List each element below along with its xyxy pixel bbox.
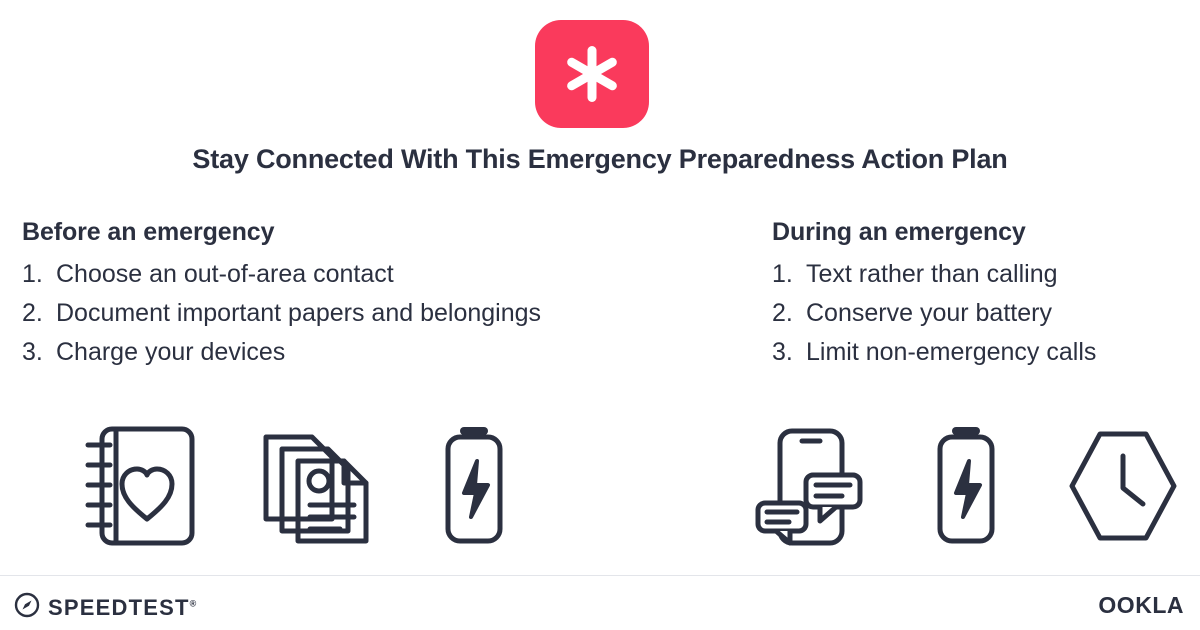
footer-divider <box>0 575 1200 576</box>
list-item-number: 3. <box>22 338 43 366</box>
speedtest-logo <box>14 592 196 623</box>
list-item <box>772 294 1192 333</box>
list-item-label: Conserve your battery <box>806 299 1052 327</box>
asterisk-icon <box>561 43 623 105</box>
column-heading-before: Before an emergency <box>22 218 275 246</box>
hexagon-clock-icon <box>1064 418 1182 553</box>
list-item-label: Text rather than calling <box>806 260 1058 288</box>
list-item <box>22 333 742 372</box>
phone-message-icon <box>750 418 868 553</box>
steps-list-during <box>772 255 1192 372</box>
column-before-emergency <box>22 218 742 372</box>
ookla-wordmark: OOKLA <box>1098 592 1184 618</box>
battery-charge-icon <box>434 418 514 553</box>
speedtest-wordmark: SPEEDTEST® <box>48 594 197 620</box>
list-item-number: 1. <box>772 260 793 288</box>
list-item-number: 1. <box>22 260 43 288</box>
ookla-mark-icon: K <box>1135 592 1153 618</box>
documents-stack-icon <box>258 418 376 553</box>
notebook-heart-icon <box>80 418 200 553</box>
column-during-emergency <box>772 218 1192 372</box>
list-item-label: Document important papers and belongings <box>56 299 542 327</box>
list-item <box>772 255 1192 294</box>
column-heading-during: During an emergency <box>772 218 1026 246</box>
battery-charge-icon <box>926 418 1006 553</box>
icon-row-before <box>80 418 510 553</box>
speedtest-trademark: ® <box>189 598 197 609</box>
list-item-number: 3. <box>772 338 793 366</box>
list-item <box>22 294 742 333</box>
page-title: Stay Connected With This Emergency Preparedness Action Plan <box>192 144 1008 174</box>
list-item-number: 2. <box>22 299 43 327</box>
list-item-label: Limit non-emergency calls <box>806 338 1097 366</box>
ookla-logo <box>1098 592 1184 619</box>
list-item-label: Charge your devices <box>56 338 286 366</box>
speedtest-gauge-icon <box>14 592 40 623</box>
list-item <box>22 255 742 294</box>
icon-row-during <box>750 418 1180 553</box>
list-item-label: Choose an out-of-area contact <box>56 260 394 288</box>
brand-badge <box>535 20 649 128</box>
steps-list-before <box>22 255 742 372</box>
list-item-number: 2. <box>772 299 793 327</box>
list-item <box>772 333 1192 372</box>
